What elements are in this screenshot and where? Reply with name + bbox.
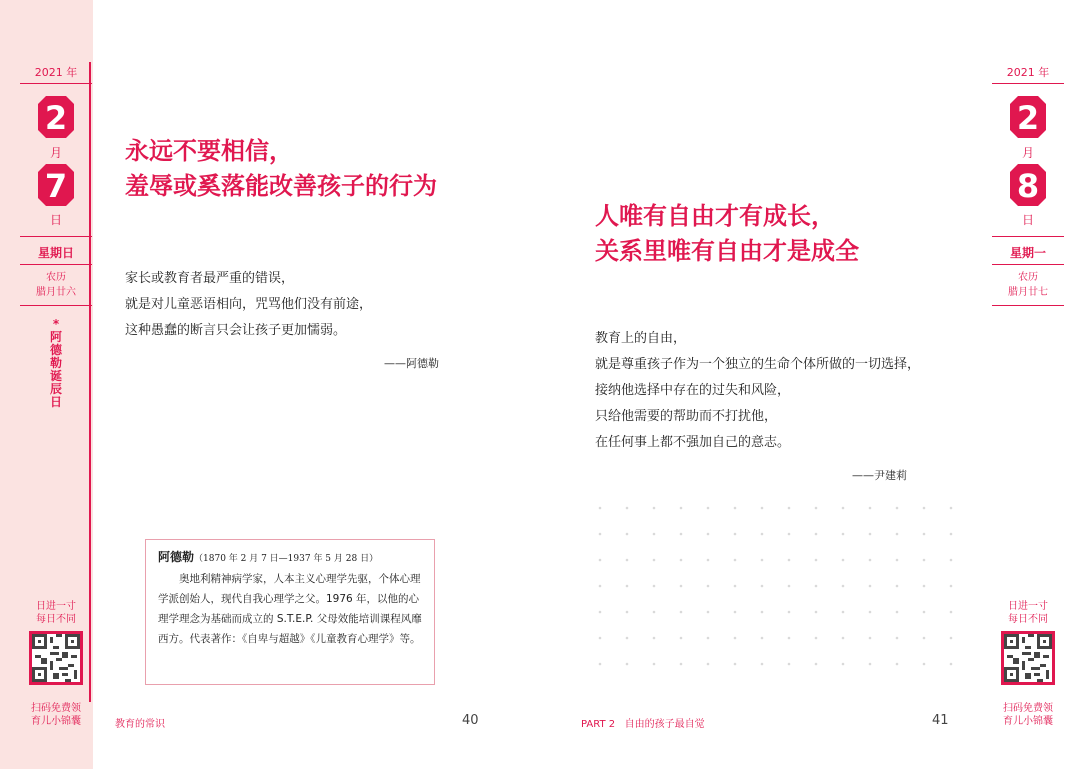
grid-dot	[950, 533, 953, 536]
grid-dot	[815, 533, 818, 536]
grid-dot	[707, 637, 710, 640]
day-unit: 日	[1021, 213, 1034, 227]
divider	[992, 264, 1064, 265]
grid-dot	[626, 585, 629, 588]
grid-dot	[869, 585, 872, 588]
grid-dot	[788, 559, 791, 562]
svg-text:8: 8	[1016, 167, 1040, 205]
grid-dot	[599, 559, 602, 562]
weekday: 星期日	[37, 246, 74, 260]
grid-dot	[950, 637, 953, 640]
grid-dot	[950, 611, 953, 614]
grid-dot	[815, 637, 818, 640]
day-unit: 日	[49, 213, 62, 227]
right-footer	[581, 715, 705, 730]
quote-line: 接纳他选择中存在的过失和风险，	[595, 383, 791, 398]
qr-code[interactable]	[29, 631, 83, 685]
grid-dot	[788, 611, 791, 614]
motto: 日进一寸 每日不同	[36, 601, 76, 625]
divider	[20, 236, 92, 237]
festival-label: * 阿 德 勒 诞 辰 日	[49, 317, 62, 409]
quote-line: 就是对儿童恶语相向，咒骂他们没有前途，	[125, 297, 373, 312]
divider	[20, 83, 92, 84]
grid-dot	[599, 637, 602, 640]
divider	[20, 305, 92, 306]
grid-dot	[707, 585, 710, 588]
right-page-number: 41	[932, 713, 949, 728]
grid-dot	[815, 663, 818, 666]
quote-line: 这种愚蠢的断言只会让孩子更加懦弱。	[125, 323, 347, 338]
grid-dot	[626, 611, 629, 614]
grid-dot	[815, 507, 818, 510]
month-digit	[38, 96, 74, 138]
quote-line: 教育上的自由，	[595, 331, 687, 346]
grid-dot	[599, 533, 602, 536]
left-footer: 教育的常识	[115, 719, 165, 730]
left-calendar-sidebar	[0, 0, 93, 769]
month-unit: 月	[49, 146, 62, 160]
grid-dot	[950, 663, 953, 666]
grid-dot	[653, 585, 656, 588]
right-heading: 人唯有自由才有成长， 关系里唯有自由才是成全	[595, 201, 859, 265]
grid-dot	[734, 585, 737, 588]
grid-dot	[599, 585, 602, 588]
grid-dot	[842, 611, 845, 614]
qr-code[interactable]	[1001, 631, 1055, 685]
grid-dot	[923, 533, 926, 536]
svg-text:2: 2	[1016, 99, 1040, 137]
divider	[20, 264, 92, 265]
grid-dot	[788, 585, 791, 588]
grid-dot	[842, 637, 845, 640]
grid-dot	[599, 507, 602, 510]
lunar-date: 农历 腊月廿六	[36, 272, 76, 298]
motto: 日进一寸 每日不同	[1008, 601, 1048, 625]
grid-dot	[680, 611, 683, 614]
grid-dot	[815, 611, 818, 614]
grid-dot	[761, 637, 764, 640]
grid-dot	[869, 559, 872, 562]
right-attribution: ——尹建莉	[852, 469, 907, 482]
scan-caption: 扫码免费领 育儿小锦囊	[1003, 703, 1053, 727]
grid-dot	[599, 611, 602, 614]
grid-dot	[923, 611, 926, 614]
left-quote	[125, 266, 372, 344]
grid-dot	[815, 559, 818, 562]
grid-dot	[950, 559, 953, 562]
lunar-date: 农历 腊月廿七	[1008, 272, 1048, 298]
grid-dot	[761, 611, 764, 614]
grid-dot	[653, 507, 656, 510]
left-attribution: ——阿德勒	[384, 357, 439, 370]
grid-dot	[788, 507, 791, 510]
grid-dot	[707, 611, 710, 614]
grid-dot	[653, 533, 656, 536]
grid-dot	[896, 507, 899, 510]
quote-line: 家长或教育者最严重的错误，	[125, 271, 295, 286]
grid-dot	[923, 637, 926, 640]
grid-dot	[950, 507, 953, 510]
grid-dot	[815, 585, 818, 588]
grid-dot	[680, 533, 683, 536]
grid-dot	[788, 533, 791, 536]
grid-dot	[842, 507, 845, 510]
grid-dot	[842, 533, 845, 536]
footer-chapter: 自由的孩子最自觉	[624, 719, 705, 730]
divider	[992, 83, 1064, 84]
right-calendar-sidebar	[987, 0, 1080, 769]
grid-dot	[626, 663, 629, 666]
grid-dot	[869, 611, 872, 614]
grid-dot	[896, 559, 899, 562]
grid-dot	[869, 663, 872, 666]
month-digit	[1010, 96, 1046, 138]
quote-line: 只给他需要的帮助而不打扰他，	[595, 409, 778, 424]
grid-dot	[653, 611, 656, 614]
day-digit	[38, 164, 74, 206]
grid-dot	[734, 611, 737, 614]
footer-part: PART 2	[581, 719, 616, 730]
grid-dot	[626, 507, 629, 510]
grid-dot	[842, 585, 845, 588]
grid-dot	[761, 663, 764, 666]
grid-dot	[653, 559, 656, 562]
grid-dot	[680, 585, 683, 588]
grid-dot	[923, 507, 926, 510]
grid-dot	[734, 559, 737, 562]
grid-dot	[896, 585, 899, 588]
grid-dot	[626, 559, 629, 562]
grid-dot	[707, 507, 710, 510]
quote-line: 在任何事上都不强加自己的意志。	[595, 435, 791, 450]
svg-text:7: 7	[44, 167, 68, 205]
grid-dot	[896, 637, 899, 640]
grid-dot	[896, 611, 899, 614]
grid-dot	[950, 585, 953, 588]
author-bio-box	[145, 539, 435, 685]
grid-dot	[680, 663, 683, 666]
grid-dot	[626, 637, 629, 640]
grid-dot	[734, 663, 737, 666]
grid-dot	[680, 637, 683, 640]
grid-dot	[761, 559, 764, 562]
grid-dot	[680, 507, 683, 510]
grid-dot	[599, 663, 602, 666]
grid-dot	[842, 559, 845, 562]
calendar-year: 2021 年	[1006, 66, 1050, 79]
day-digit	[1010, 164, 1046, 206]
grid-dot	[734, 533, 737, 536]
grid-dot	[653, 637, 656, 640]
bio-name: 阿德勒	[158, 550, 195, 564]
grid-dot	[923, 559, 926, 562]
grid-dot	[896, 663, 899, 666]
grid-dot	[869, 507, 872, 510]
bio-text: 奥地利精神病学家，人本主义心理学先驱，个体心理学派创始人，现代自我心理学之父。1976 年，以他的心理学理念为基础而成立的 S.T.E.P. 父母效能培训课程风靡西方。代表著作：《自卑与超越》《儿童教育心理学》等。	[158, 573, 422, 645]
divider	[992, 236, 1064, 237]
grid-dot	[761, 533, 764, 536]
right-quote	[595, 326, 920, 456]
left-margin-rule	[89, 62, 91, 702]
grid-dot	[842, 663, 845, 666]
month-unit: 月	[1021, 146, 1034, 160]
left-heading: 永远不要相信， 羞辱或奚落能改善孩子的行为	[125, 136, 437, 200]
bio-dates: （1870 年 2 月 7 日—1937 年 5 月 28 日）	[194, 554, 379, 564]
divider	[992, 305, 1064, 306]
grid-dot	[896, 533, 899, 536]
dot-grid-notes	[594, 502, 954, 672]
grid-dot	[680, 559, 683, 562]
quote-line: 就是尊重孩子作为一个独立的生命个体所做的一切选择，	[595, 357, 921, 372]
grid-dot	[734, 507, 737, 510]
scan-caption: 扫码免费领 育儿小锦囊	[31, 703, 81, 727]
left-page-number: 40	[462, 713, 479, 728]
grid-dot	[788, 663, 791, 666]
grid-dot	[653, 663, 656, 666]
grid-dot	[707, 533, 710, 536]
grid-dot	[761, 585, 764, 588]
grid-dot	[761, 507, 764, 510]
grid-dot	[869, 533, 872, 536]
grid-dot	[707, 663, 710, 666]
weekday: 星期一	[1009, 246, 1046, 260]
calendar-year: 2021 年	[34, 66, 78, 79]
grid-dot	[734, 637, 737, 640]
svg-text:2: 2	[44, 99, 68, 137]
grid-dot	[869, 637, 872, 640]
grid-dot	[923, 585, 926, 588]
grid-dot	[626, 533, 629, 536]
grid-dot	[788, 637, 791, 640]
grid-dot	[923, 663, 926, 666]
grid-dot	[707, 559, 710, 562]
